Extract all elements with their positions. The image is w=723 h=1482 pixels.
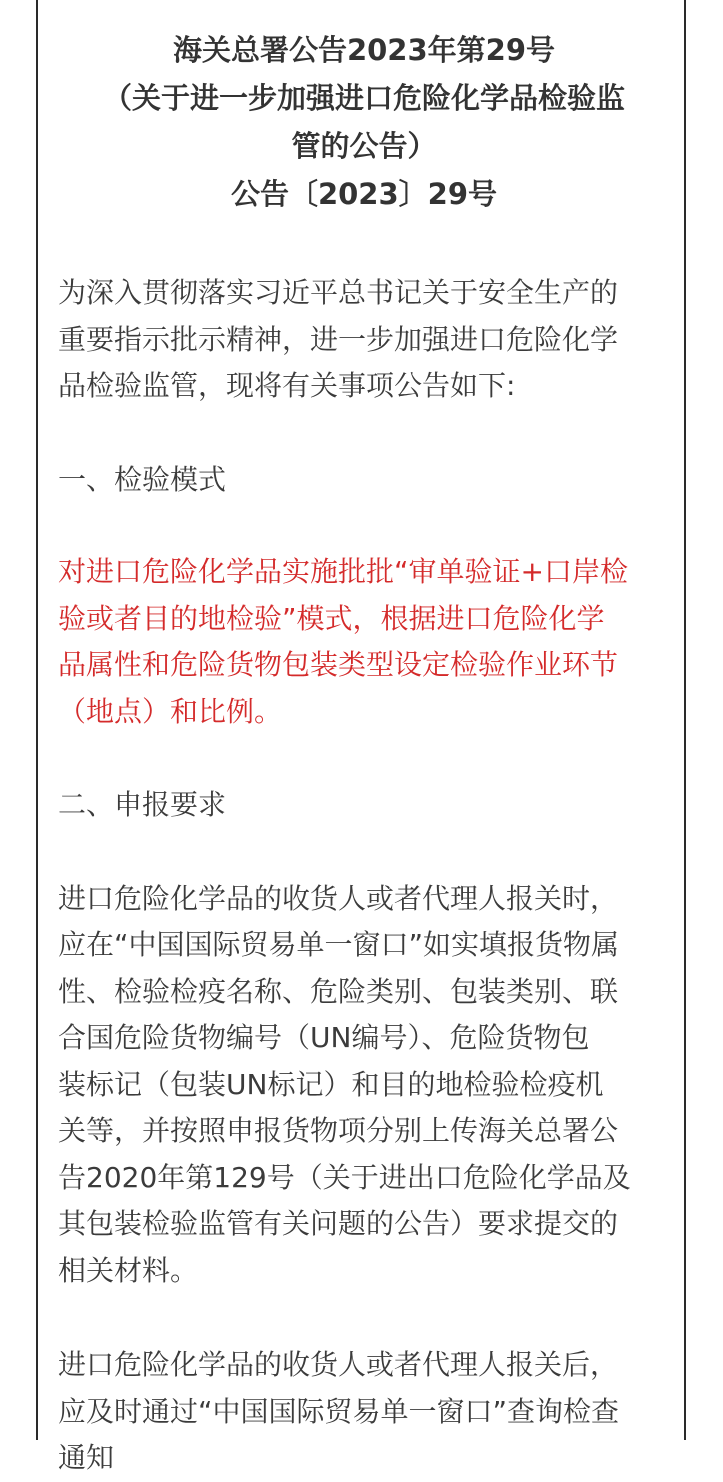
announcement-document [58,26,670,1482]
title-line-1: 海关总署公告2023年第29号 [172,33,556,67]
section1-body [58,549,670,735]
intro-line: 品检验监管，现将有关事项公告如下: [58,369,516,402]
announcement-title [38,26,690,218]
section1-line: 对进口危险化学品实施批批“审单验证+口岸检 [58,555,628,588]
intro-line: 为深入贯彻落实习近平总书记关于安全生产的 [58,276,619,309]
section2-body-paragraph-1 [58,876,670,1295]
title-line-4: 公告〔2023〕29号 [230,177,498,211]
section2-line: 进口危险化学品的收货人或者代理人报关后， [58,1348,619,1381]
section2-line: 告2020年第129号（关于进出口危险化学品及 [58,1160,631,1194]
section2-line: 其包装检验监管有关问题的公告）要求提交的 [58,1207,619,1240]
section1-line: 品属性和危险货物包装类型设定检验作业环节 [58,648,619,681]
section2-line: 相关材料。 [58,1253,199,1287]
section2-line: 进口危险化学品的收货人或者代理人报关时， [58,881,619,915]
section1-heading-text: 一、检验模式 [58,462,227,496]
section2-heading [58,782,670,829]
section2-line: 装标记（包装UN标记）和目的地检验检疫机 [58,1067,604,1101]
section1-line: 验或者目的地检验”模式，根据进口危险化学 [58,601,605,635]
intro-line: 重要指示批示精神，进一步加强进口危险化学 [58,322,619,356]
section2-line: 应在“中国国际贸易单一窗口”如实填报货物属 [58,928,620,961]
section2-line: 性、检验检疫名称、危险类别、包装类别、联 [58,974,619,1008]
section2-line: 应及时通过“中国国际贸易单一窗口”查询检查 [58,1394,620,1428]
section1-line: （地点）和比例。 [58,694,283,728]
title-line-2: （关于进一步加强进口危险化学品检验监 [102,81,625,115]
section1-heading [58,457,670,504]
title-line-3: 管的公告） [291,129,437,163]
section2-body-paragraph-2 [58,1342,670,1482]
section2-line: 关等，并按照申报货物项分别上传海关总署公 [58,1114,619,1147]
section2-line: 通知 [58,1441,115,1474]
intro-paragraph [58,270,670,410]
section2-heading-text: 二、申报要求 [58,788,227,821]
section2-line: 合国危险货物编号（UN编号）、危险货物包 [58,1021,590,1054]
